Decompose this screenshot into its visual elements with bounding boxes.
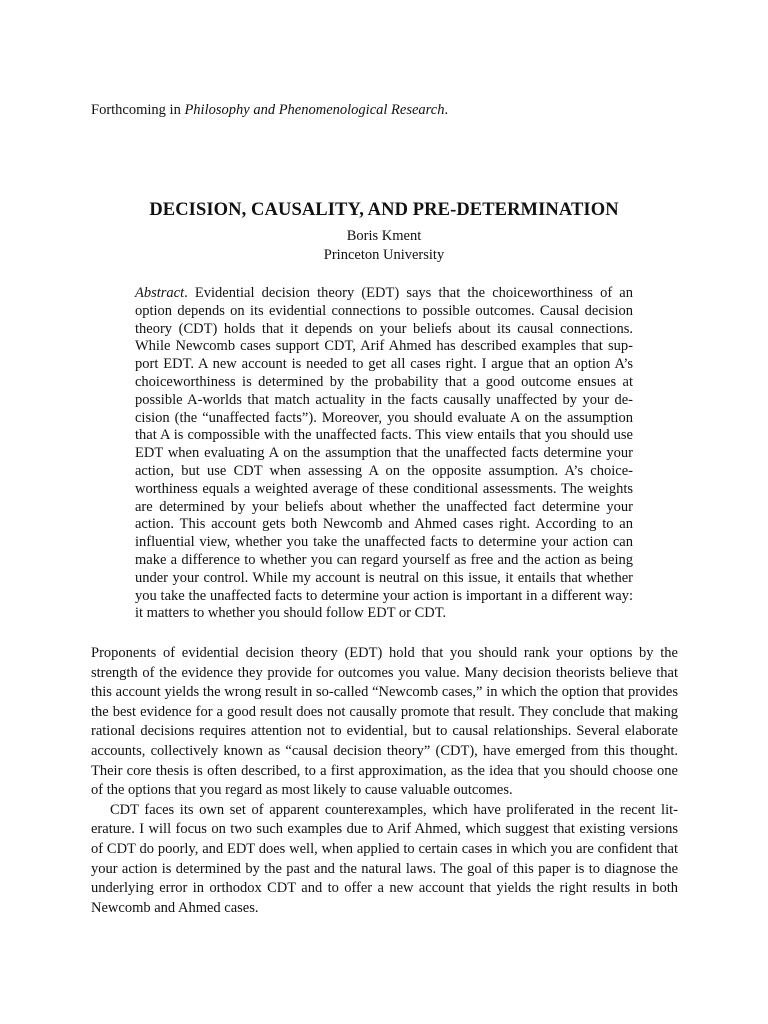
abstract [135,285,633,623]
publication-note-prefix: Forthcoming in [91,102,185,118]
publication-note-suffix: . [444,102,449,118]
body-paragraph: Proponents of evidential decision theory (EDT) hold that you should rank your options by the strength of the evidence they provide for outcomes you value. Many decision theorists believe that this account yields the wrong result in so-called “Newcomb cases,” in which the option that provides the best evidence for a good result does not causally promote that result. They conclude that making rational decisions requires attention not to evidential, but to causal relationships. Several elaborate accounts, collectively known as “causal decision theory” (CDT), have emerged from this thought. Their core thesis is often described, to a first approximation, as the idea that you should choose one of the options that you regard as most likely to cause valuable outcomes. [91,645,678,799]
abstract-label: Abstract [135,285,185,301]
journal-name: Philosophy and Phenomenological Research [184,102,445,118]
author-name: Boris Kment [346,228,422,244]
body-text [91,644,678,918]
author-affiliation: Princeton University [323,247,445,263]
body-paragraph: CDT faces its own set of apparent counterexamples, which have proliferated in the recent literature. I will focus on two such examples due to Arif Ahmed, which suggest that existing versions of CDT do poorly, and EDT does well, when applied to certain cases in which you are confident that your action is determined by the past and the natural laws. The goal of this paper is to diagnose the underlying error in orthodox CDT and to offer a new account that yields the right results in both Newcomb and Ahmed cases. [91,801,678,916]
paper-title: DECISION, CAUSALITY, AND PRE-DETERMINATION [149,200,619,220]
abstract-text: . Evidential decision theory (EDT) says that the choiceworthiness of an option depends on its evidential connections to possible outcomes. Causal decision theory (CDT) holds that it depends on your beliefs about its causal connections. While Newcomb cases support CDT, Arif Ahmed has described examples that support EDT. A new account is needed to get all cases right. I argue that an option A’s choiceworthiness is determined by the probability that a good outcome ensues at possible A-worlds that match actuality in the facts causally unaffected by your decision (the “unaffected facts”). Moreover, you should evaluate A on the assumption that A is compossible with the unaffected facts. This view entails that you should use EDT when evaluating A on the assumption that the unaffected facts determine your action, but use CDT when assessing A on the opposite assumption. A’s choiceworthiness equals a weighted average of these conditional assessments. The weights are determined by your beliefs about whether the unaffected fact determine your action. This account gets both Newcomb and Ahmed cases right. According to an influential view, whether you take the unaffected facts to determine your action can make a difference to whether you can regard yourself as free and the action as being under your control. While my account is neutral on this issue, it entails that whether you take the unaffected facts to determine your action is important in a different way: it matters to whether you should follow EDT or CDT. [135,285,633,622]
publication-note [91,100,448,120]
